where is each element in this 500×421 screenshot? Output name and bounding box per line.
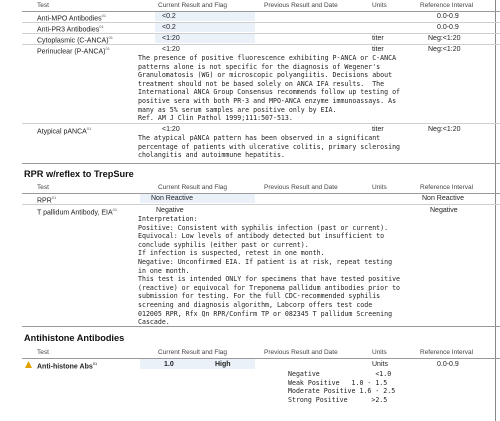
result-value: <1:20 [162, 126, 180, 133]
table-row: Atypical pANCA$^{01}$ [37, 126, 92, 136]
warning-flag-icon [25, 361, 32, 368]
result-value: <1:20 [162, 46, 180, 53]
result-value: 1.0 [164, 361, 174, 368]
col-header-result: Current Result and Flag [158, 349, 228, 356]
result-value: <0.2 [162, 24, 176, 31]
table-row: Anti-histone Abs$^{01}$ [37, 361, 98, 371]
col-header-ref: Reference Interval [420, 184, 474, 191]
col-header-test: Test [37, 349, 49, 356]
result-value: Non Reactive [151, 195, 194, 202]
col-header-result: Current Result and Flag [158, 184, 228, 191]
col-header-units: Units [372, 2, 387, 9]
divider [22, 11, 500, 12]
divider [22, 33, 500, 34]
col-header-result: Current Result and Flag [158, 2, 228, 9]
table-row: RPR$^{01}$ [37, 195, 57, 205]
col-header-previous: Previous Result and Date [264, 2, 338, 9]
ref-value: 0.0-0.9 [437, 13, 459, 20]
result-value: <1:20 [162, 35, 180, 42]
ref-value: Neg:<1:20 [428, 35, 461, 42]
ref-value: Negative [430, 207, 458, 214]
atypical-note: The atypical pANCA pattern has been observed in a significant percentage of patients with ulcerative colitis, primary sclerosing cholangitis and autoimmune hepatitis. [138, 134, 401, 160]
col-header-test: Test [37, 184, 49, 191]
result-value: Negative [156, 207, 184, 214]
ref-value: Neg:<1:20 [428, 46, 461, 53]
pnca-note: The presence of positive fluorescence exhibiting P-ANCA or C-ANCA patterns alone is not specific for the diagnosis of Wegener's Granulomatosis (WG) or microscopic polyangiitis. Decisions about treatment should not be based solely on ANCA IFA results. The International ANCA Group Consensus recommends follow up testing of positive sera with both PR-3 and MPO-ANCA enzyme immunoassays. As many as 5% serum samples are positive only by EIA. Ref. AM J Clin Pathol 1999;111:507-513. [138, 54, 401, 123]
section-title: RPR w/reflex to TrepSure [24, 169, 134, 179]
ref-value: 0.0-0.9 [437, 361, 459, 368]
units-value: Units [372, 361, 388, 368]
divider [22, 204, 500, 205]
divider [22, 358, 500, 359]
result-cell-bg [140, 359, 255, 369]
units-value: titer [372, 126, 384, 133]
col-header-units: Units [372, 349, 387, 356]
col-header-ref: Reference Interval [420, 349, 474, 356]
col-header-ref: Reference Interval [420, 2, 474, 9]
divider [22, 193, 500, 194]
ref-value: Neg:<1:20 [428, 126, 461, 133]
result-value: <0.2 [162, 13, 176, 20]
col-header-test: Test [37, 2, 49, 9]
divider [22, 326, 500, 327]
col-header-previous: Previous Result and Date [264, 349, 338, 356]
histone-scale: Negative <1.0 Weak Positive 1.0 - 1.5 Moderate Positive 1.6 - 2.5 Strong Positive >2.5 [288, 370, 396, 404]
table-row: T pallidum Antibody, EIA$^{01}$ [37, 207, 118, 217]
divider [22, 163, 500, 164]
divider [22, 123, 500, 124]
rpr-note: Interpretation: Positive: Consistent with syphilis infection (past or current). Equivocal: Low levels of antibody detected but insufficient to conclude syphilis (either past or current). If infection is suspected, retest in one month. Negative: Unconfirmed EIA. If patient is at risk, repeat testing in one month. This test is intended ONLY for specimens that have tested positive (reactive) or equivocal for Treponema pallidum antibodies prior to submission for testing. For the full CDC-recommended syphilis screening and diagnosis algorithm, Labcorp offers test code 012005 RPR, Rfx Qn RPR/Confirm TP or 082345 T pallidum Screening Cascade. [138, 215, 401, 327]
ref-value: 0.0-0.9 [437, 24, 459, 31]
table-row: Perinuclear (P-ANCA)$^{01}$ [37, 46, 110, 56]
table-row: Anti-MPO Antibodies$^{01}$ [37, 13, 107, 23]
table-row: Anti-PR3 Antibodies$^{01}$ [37, 24, 104, 34]
col-header-units: Units [372, 184, 387, 191]
high-flag: High [215, 361, 231, 368]
divider [22, 44, 500, 45]
section-title: Antihistone Antibodies [24, 333, 125, 343]
table-row: Cytoplasmic (C-ANCA)$^{01}$ [37, 35, 114, 45]
ref-value: Non Reactive [422, 195, 465, 202]
col-header-previous: Previous Result and Date [264, 184, 338, 191]
divider [22, 22, 500, 23]
units-value: titer [372, 35, 384, 42]
units-value: titer [372, 46, 384, 53]
